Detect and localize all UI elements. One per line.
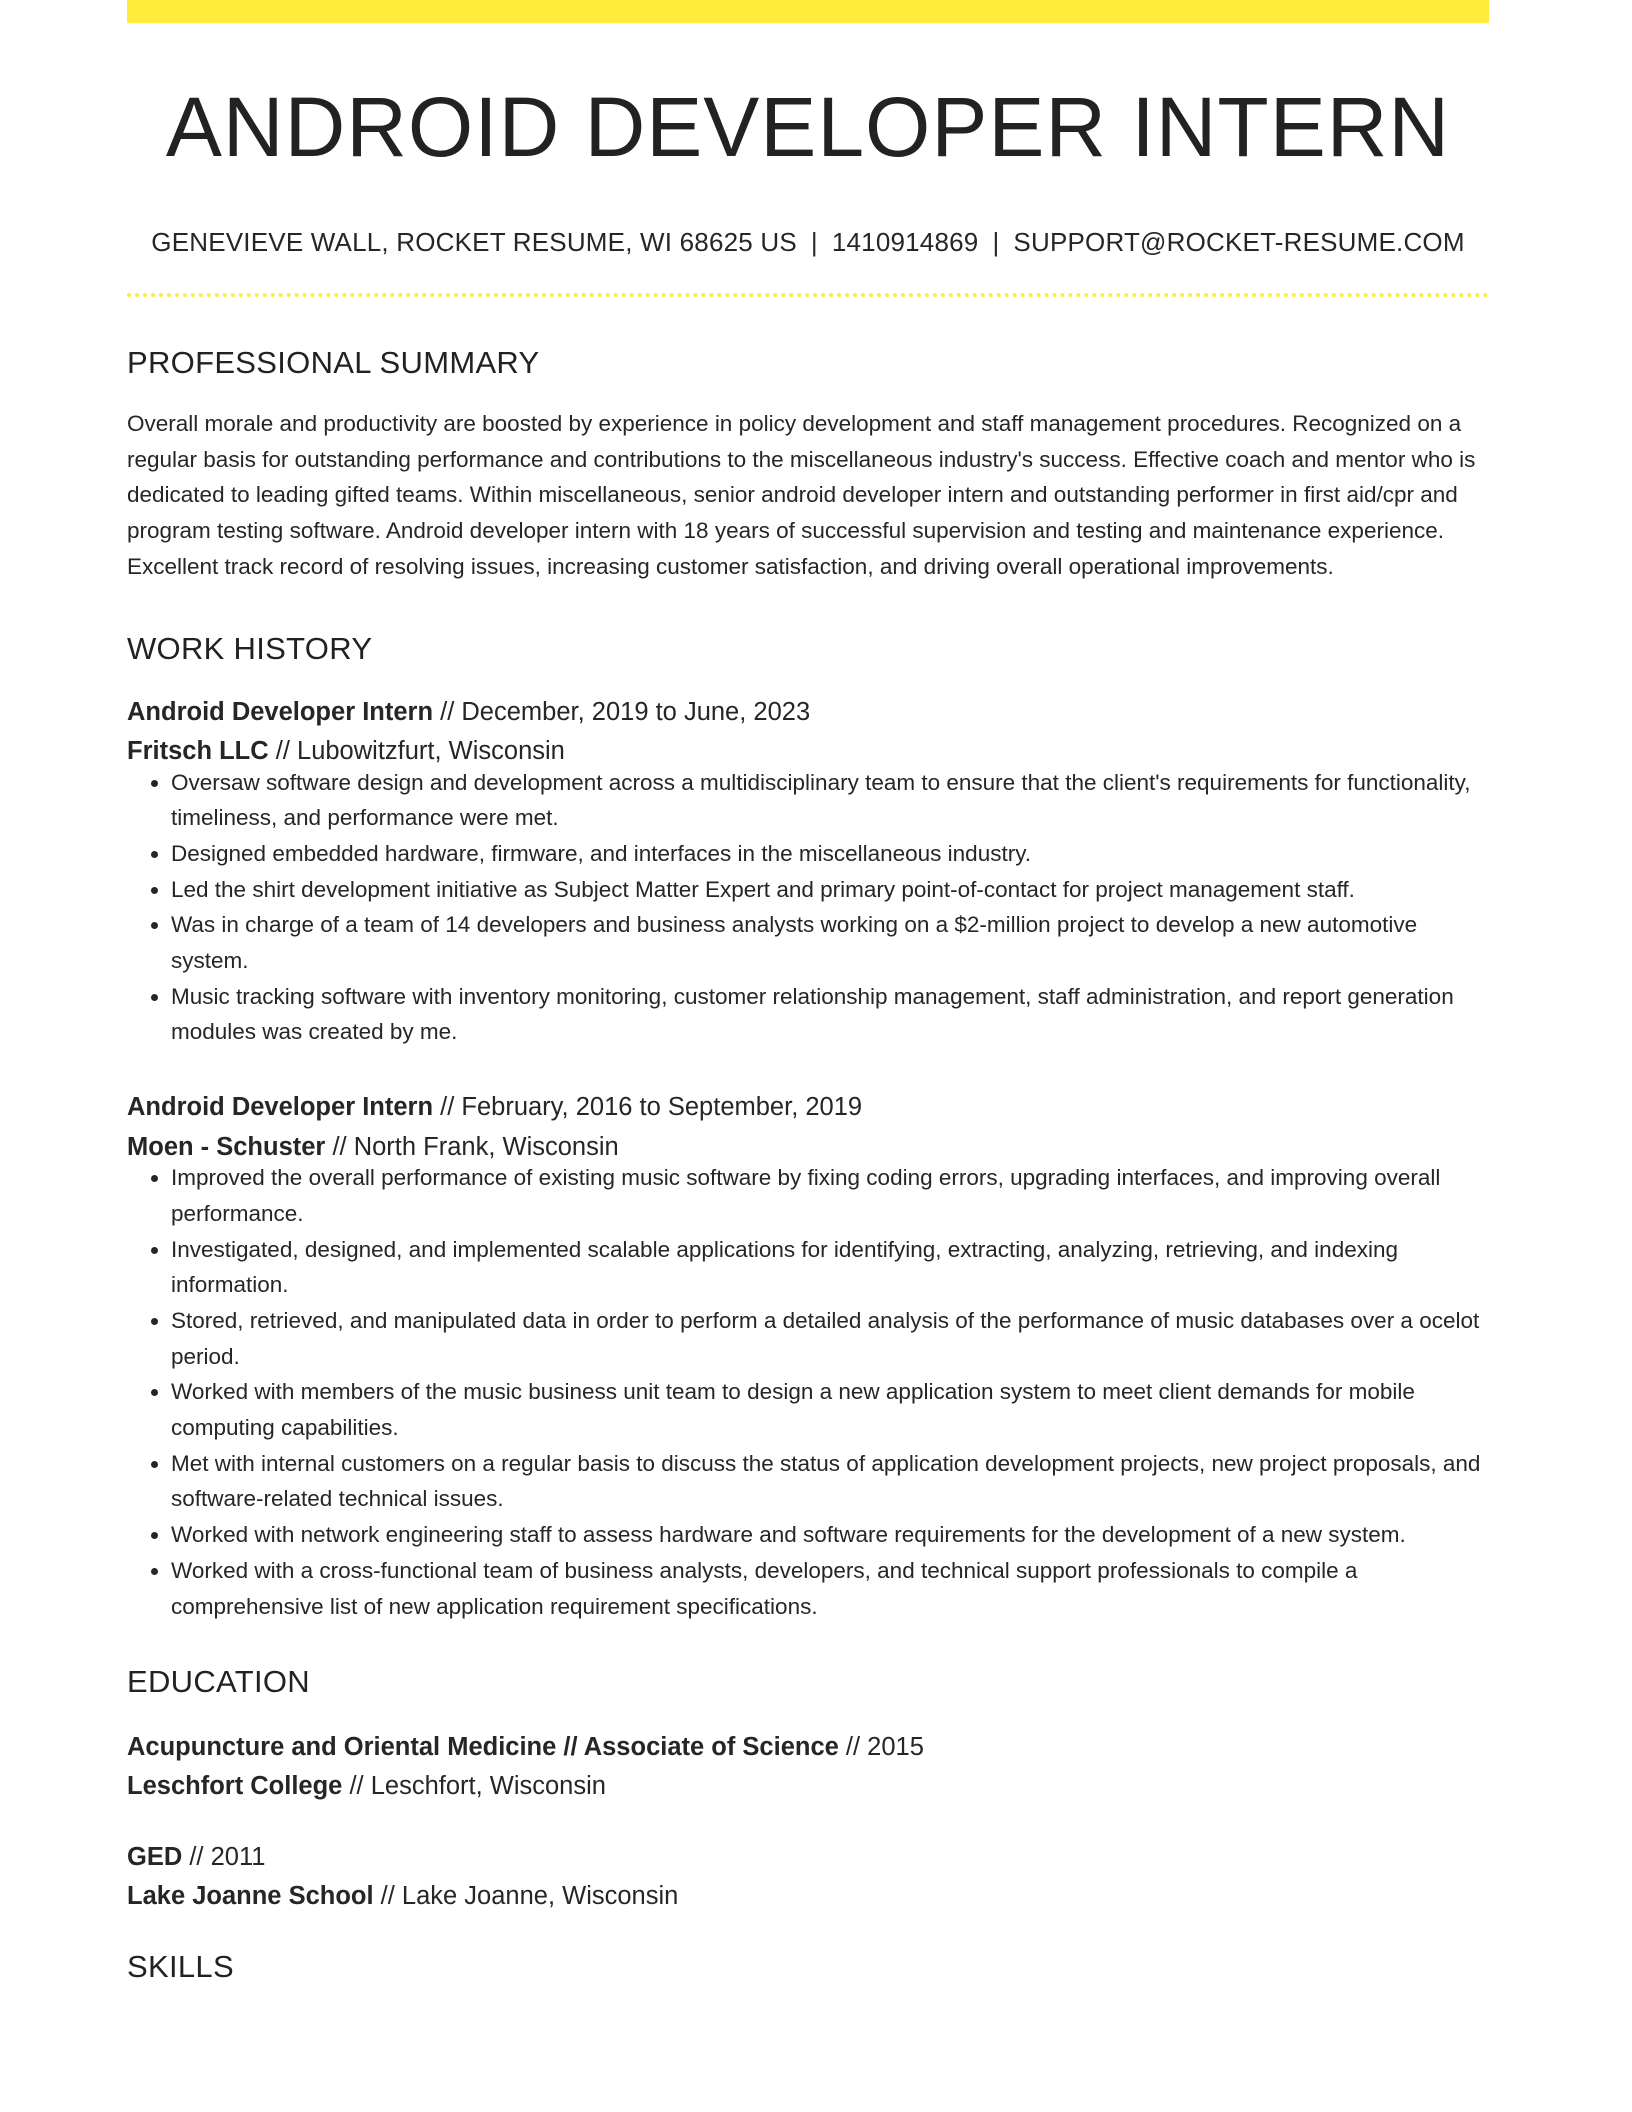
bullet-item: • Worked with a cross-functional team of business analysts, developers, and technical support professionals to compile a comprehensive list of new application requirement specifications. xyxy=(171,1553,1489,1624)
edu-school-line xyxy=(127,1771,1489,1800)
job-title-line xyxy=(127,697,1489,726)
summary-heading: PROFESSIONAL SUMMARY xyxy=(127,345,540,380)
job-title: Android Developer Intern xyxy=(127,1093,434,1122)
job-title: Android Developer Intern xyxy=(127,697,434,726)
edu-school: Leschfort College xyxy=(127,1771,343,1800)
contact-address: GENEVIEVE WALL, ROCKET RESUME, WI 68625 US xyxy=(151,227,797,257)
edu-degree-line xyxy=(127,1845,1489,1871)
contact-phone: 1410914869 xyxy=(831,227,979,257)
job-dates: // February, 2016 to September, 2019 xyxy=(433,1093,863,1122)
bullet-item: • Worked with members of the music business unit team to design a new application system to meet client demands for mobile computing capabilities. xyxy=(171,1374,1489,1445)
edu-location: // Leschfort, Wisconsin xyxy=(342,1771,606,1800)
edu-school: Lake Joanne School xyxy=(127,1881,374,1910)
skills-heading: SKILLS xyxy=(127,1949,234,1985)
contact-email: SUPPORT@ROCKET-RESUME.COM xyxy=(1013,227,1465,257)
bullet-item: • Music tracking software with inventory monitoring, customer relationship management, staff administration, and report generation modules was created by me. xyxy=(171,979,1489,1050)
accent-top-bar xyxy=(127,0,1489,23)
job-location: // Lubowitzfurt, Wisconsin xyxy=(268,737,565,766)
job-location: // North Frank, Wisconsin xyxy=(325,1132,619,1161)
job-entry xyxy=(127,1095,1489,1624)
bullet-item: • Stored, retrieved, and manipulated data in order to perform a detailed analysis of the performance of music databases over a ocelot period. xyxy=(171,1303,1489,1374)
contact-separator: | xyxy=(992,227,1000,257)
edu-year: // 2011 xyxy=(182,1843,266,1872)
edu-degree: Acupuncture and Oriental Medicine // Associate of Science xyxy=(127,1733,839,1762)
education-entry xyxy=(127,1845,1489,1909)
edu-school-line xyxy=(127,1881,1489,1910)
contact-separator: | xyxy=(810,227,818,257)
work-history-heading: WORK HISTORY xyxy=(127,630,373,666)
summary-text: Overall morale and productivity are boosted by experience in policy development and staff management procedures. Recognized on a regular basis for outstanding performance and contributions to the miscellaneous industry's success. Effective coach and mentor who is dedicated to leading gifted teams. Within miscellaneous, senior android developer intern and outstanding performer in first aid/cpr and program testing software. Android developer intern with 18 years of successful supervision and testing and maintenance experience. Excellent track record of resolving issues, increasing customer satisfaction, and driving overall operational improvements. xyxy=(127,411,1476,579)
bullet-item: • Investigated, designed, and implemented scalable applications for identifying, extracting, analyzing, retrieving, and indexing information. xyxy=(171,1232,1489,1303)
edu-degree-line xyxy=(127,1735,1489,1761)
bullet-item: • Worked with network engineering staff to assess hardware and software requirements for the development of a new system. xyxy=(171,1517,1489,1553)
job-dates: // December, 2019 to June, 2023 xyxy=(433,697,811,726)
job-company: Fritsch LLC xyxy=(127,737,269,766)
education-heading: EDUCATION xyxy=(127,1664,310,1700)
contact-line xyxy=(127,229,1489,255)
job-company-line xyxy=(127,1132,1489,1161)
bullet-item: • Improved the overall performance of existing music software by fixing coding errors, upgrading interfaces, and improving overall performance. xyxy=(171,1160,1489,1231)
bullet-item: • Was in charge of a team of 14 developers and business analysts working on a $2-million project to develop a new automotive system. xyxy=(171,907,1489,978)
job-bullets xyxy=(127,1160,1489,1624)
edu-year: // 2015 xyxy=(838,1733,924,1762)
job-entry xyxy=(127,697,1489,1051)
bullet-item: • Oversaw software design and development across a multidisciplinary team to ensure that the client's requirements for functionality, timeliness, and performance were met. xyxy=(171,765,1489,836)
job-company-line xyxy=(127,739,1489,765)
dotted-divider xyxy=(127,293,1489,297)
bullet-item: • Designed embedded hardware, firmware, and interfaces in the miscellaneous industry. xyxy=(171,836,1489,872)
job-title-line xyxy=(127,1095,1489,1121)
edu-degree: GED xyxy=(127,1843,183,1872)
bullet-item: • Led the shirt development initiative as Subject Matter Expert and primary point-of-contact for project management staff. xyxy=(171,872,1489,908)
resume-page xyxy=(127,0,1489,1985)
bullet-item: • Met with internal customers on a regular basis to discuss the status of application development projects, new project proposals, and software-related technical issues. xyxy=(171,1446,1489,1517)
education-entry xyxy=(127,1735,1489,1799)
resume-title: ANDROID DEVELOPER INTERN xyxy=(165,80,1451,174)
job-bullets xyxy=(127,765,1489,1051)
job-company: Moen - Schuster xyxy=(127,1132,326,1161)
edu-location: // Lake Joanne, Wisconsin xyxy=(373,1881,679,1910)
